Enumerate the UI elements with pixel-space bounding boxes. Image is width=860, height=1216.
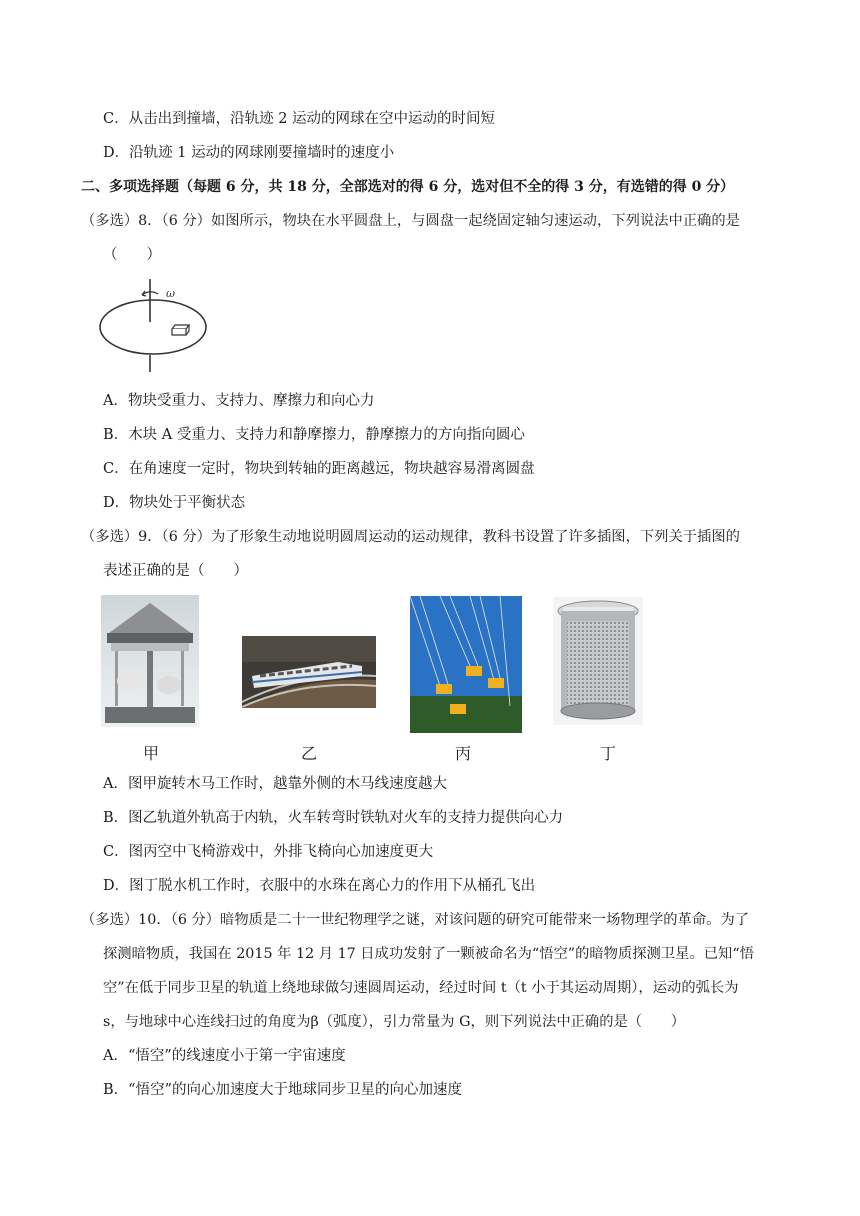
q8-answer-bracket: （ ） xyxy=(103,247,161,263)
omega-label: ω xyxy=(166,287,175,300)
q10-stem-3: 空”在低于同步卫星的轨道上绕地球做匀速圆周运动，经过时间 t（t 小于其运动周期），运动的弧长为 xyxy=(103,980,739,996)
carousel-image xyxy=(101,595,199,727)
q9-option-c: C．图丙空中飞椅游戏中，外排飞椅向心加速度更大 xyxy=(103,844,434,860)
q8-option-c: C．在角速度一定时，物块到转轴的距离越远，物块越容易滑离圆盘 xyxy=(103,461,535,477)
swing-ride-image xyxy=(410,596,522,733)
q10-option-b: B．“悟空”的向心加速度大于地球同步卫星的向心加速度 xyxy=(103,1082,462,1098)
q8-option-d: D．物块处于平衡状态 xyxy=(103,495,246,511)
q9-option-b: B．图乙轨道外轨高于内轨，火车转弯时铁轨对火车的支持力提供向心力 xyxy=(103,810,564,826)
section-heading: 二、多项选择题（每题 6 分，共 18 分，全部选对的得 6 分，选对但不全的得 3 分，有选错的得 0 分） xyxy=(81,179,735,195)
q10-stem-2: 探测暗物质，我国在 2015 年 12 月 17 日成功发射了一颗被命名为“悟空”的暗物质探测卫星。已知“悟 xyxy=(103,946,754,962)
q8-option-a: A．物块受重力、支持力、摩擦力和向心力 xyxy=(103,393,375,409)
q10-option-a: A．“悟空”的线速度小于第一宇宙速度 xyxy=(103,1048,346,1064)
q9-stem: （多选）9．（6 分）为了形象生动地说明圆周运动的运动规律，教科书设置了许多插图，下列关于插图的 xyxy=(81,529,740,545)
q10-stem-1: （多选）10．（6 分）暗物质是二十一世纪物理学之谜，对该问题的研究可能带来一场物理学的革命。为了 xyxy=(81,912,750,928)
caption-yi: 乙 xyxy=(300,744,317,763)
q7-option-c: C．从击出到撞墙，沿轨迹 2 运动的网球在空中运动的时间短 xyxy=(103,111,496,127)
q9-stem-cont: 表述正确的是（ ） xyxy=(103,563,248,579)
q9-option-d: D．图丁脱水机工作时，衣服中的水珠在离心力的作用下从桶孔飞出 xyxy=(103,878,536,894)
dryer-drum-image xyxy=(553,597,643,725)
caption-ding: 丁 xyxy=(599,744,616,763)
block-icon xyxy=(172,325,189,335)
q7-option-d: D．沿轨迹 1 运动的网球刚要撞墙时的速度小 xyxy=(103,145,395,161)
caption-bing: 丙 xyxy=(454,744,471,763)
q8-option-b: B．木块 A 受重力、支持力和静摩擦力，静摩擦力的方向指向圆心 xyxy=(103,427,525,443)
q9-option-a: A．图甲旋转木马工作时，越靠外侧的木马线速度越大 xyxy=(103,776,447,792)
train-image xyxy=(242,636,376,708)
caption-jia: 甲 xyxy=(142,744,159,763)
q8-stem: （多选）8．（6 分）如图所示，物块在水平圆盘上，与圆盘一起绕固定轴匀速运动，下列说法中正确的是 xyxy=(81,213,740,229)
q10-stem-4: s，与地球中心连线扫过的角度为β（弧度），引力常量为 G，则下列说法中正确的是（ ） xyxy=(103,1014,685,1030)
rotating-disc-figure xyxy=(98,275,214,375)
